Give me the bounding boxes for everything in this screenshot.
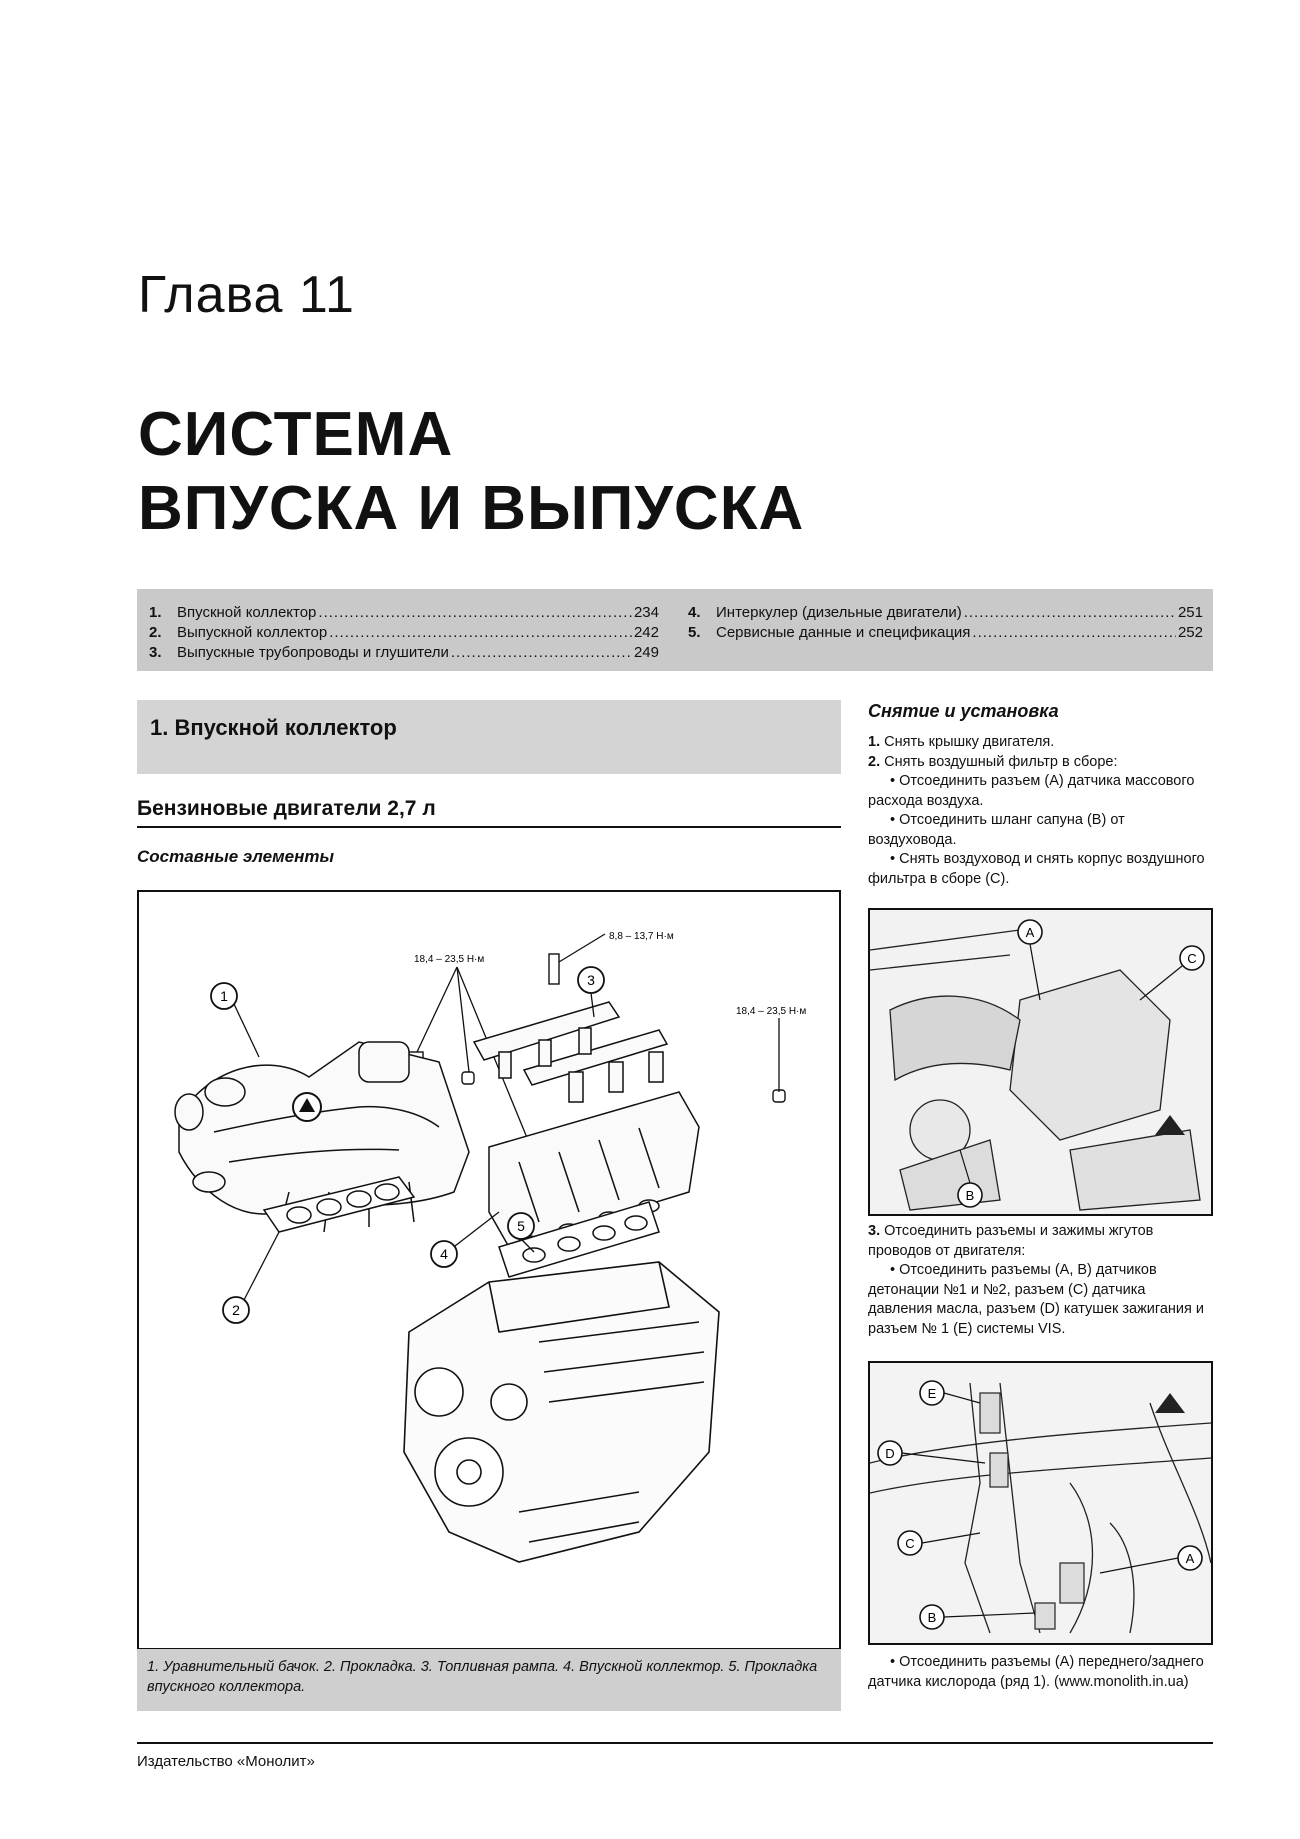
photo2-label-b: B xyxy=(927,1610,937,1625)
callout-5: 5 xyxy=(517,1218,525,1234)
step-4-block xyxy=(868,1653,1213,1692)
toc-leader xyxy=(964,603,1176,623)
toc-item-label: Интеркулер (дизельные двигатели) xyxy=(716,604,962,621)
subsection-rule xyxy=(137,826,841,828)
callout-2: 2 xyxy=(232,1302,240,1318)
step-4-bullet: • Отсоединить разъемы (А) переднего/заднего датчика кислорода (ряд 1). (www.monolith.in.ua) xyxy=(868,1654,1204,1690)
toc-item-page: 234 xyxy=(633,604,659,621)
photo2-label-c: C xyxy=(905,1536,915,1551)
photo2-label-e: E xyxy=(927,1386,937,1401)
components-heading: Составные элементы xyxy=(137,847,335,866)
exploded-view-figure xyxy=(137,890,841,1650)
toc-item-page: 242 xyxy=(633,624,659,641)
photo1-label-b: B xyxy=(965,1188,975,1203)
photo-wiring xyxy=(868,1361,1213,1645)
chapter-title-line-2: ВПУСКА И ВЫПУСКА xyxy=(138,474,805,543)
torque-label-1: 18,4 – 23,5 Н·м xyxy=(414,954,485,965)
photo1-label-c: C xyxy=(1187,951,1197,966)
table-of-contents xyxy=(137,589,1213,671)
toc-item-number: 2. xyxy=(149,624,162,641)
publisher-footer: Издательство «Монолит» xyxy=(137,1753,315,1770)
part-fuel-rail xyxy=(474,1002,667,1102)
torque-label-3: 18,4 – 23,5 Н·м xyxy=(736,1006,807,1017)
step-3-bullet: • Отсоединить разъемы (А, В) датчиков детонации №1 и №2, разъем (С) датчика давления масла, разъем (D) катушек зажигания и разъем № 1 (Е) системы VIS. xyxy=(868,1262,1205,1337)
step-number: 2. xyxy=(868,753,881,770)
footer-rule xyxy=(137,1742,1213,1744)
step-text: Снять крышку двигателя. xyxy=(884,734,1055,750)
toc-item-page: 252 xyxy=(1177,624,1203,641)
chapter-title-line-1: СИСТЕМА xyxy=(138,400,454,469)
toc-item-3[interactable] xyxy=(149,643,659,663)
toc-item-number: 1. xyxy=(149,604,162,621)
toc-item-label: Выпускные трубопроводы и глушители xyxy=(177,644,449,661)
toc-item-page: 249 xyxy=(633,644,659,661)
step-2 xyxy=(868,753,1213,773)
toc-item-number: 5. xyxy=(688,624,701,641)
section-heading: 1. Впускной коллектор xyxy=(150,715,397,740)
toc-column-left xyxy=(149,603,659,663)
photo-air-filter xyxy=(868,908,1213,1216)
photo2-label-a: A xyxy=(1185,1551,1195,1566)
chapter-label: Глава 11 xyxy=(138,266,355,324)
step-3 xyxy=(868,1222,1213,1261)
toc-leader xyxy=(318,603,632,623)
section-heading-box xyxy=(137,700,841,774)
toc-column-right xyxy=(688,603,1203,643)
toc-leader xyxy=(329,623,632,643)
toc-item-label: Впускной коллектор xyxy=(177,604,317,621)
exploded-view-drawing xyxy=(139,892,839,1648)
photo2-label-d: D xyxy=(885,1446,895,1461)
photo1-label-a: A xyxy=(1025,925,1035,940)
step-text: Отсоединить разъемы и зажимы жгутов проводов от двигателя: xyxy=(868,1223,1154,1259)
toc-item-label: Сервисные данные и спецификация xyxy=(716,624,971,641)
step-number: 3. xyxy=(868,1223,881,1239)
figure-caption: 1. Уравнительный бачок. 2. Прокладка. 3. Топливная рампа. 4. Впускной коллектор. 5. Прокладка впускного коллектора. xyxy=(137,1649,841,1711)
toc-item-page: 251 xyxy=(1177,604,1203,621)
toc-item-5[interactable] xyxy=(688,623,1203,643)
toc-leader xyxy=(451,643,632,663)
steps-1-2 xyxy=(868,733,1213,889)
toc-item-2[interactable] xyxy=(149,623,659,643)
photo-wiring-drawing xyxy=(870,1363,1211,1643)
removal-heading: Снятие и установка xyxy=(868,701,1059,721)
callout-3: 3 xyxy=(587,972,595,988)
step-number: 1. xyxy=(868,734,881,750)
toc-leader xyxy=(972,623,1176,643)
callout-1: 1 xyxy=(220,988,228,1004)
toc-item-label: Выпускной коллектор xyxy=(177,624,328,641)
photo-air-filter-drawing xyxy=(870,910,1211,1214)
torque-label-2: 8,8 – 13,7 Н·м xyxy=(609,931,674,942)
step-2-bullet-1: • Отсоединить разъем (А) датчика массового расхода воздуха. xyxy=(868,773,1195,809)
toc-item-number: 4. xyxy=(688,604,701,621)
step-3-block xyxy=(868,1222,1213,1339)
toc-item-number: 3. xyxy=(149,644,162,661)
callout-4: 4 xyxy=(440,1246,448,1262)
subsection-heading: Бензиновые двигатели 2,7 л xyxy=(137,797,436,820)
step-1 xyxy=(868,733,1213,753)
toc-item-4[interactable] xyxy=(688,603,1203,623)
engine-block xyxy=(404,1262,719,1562)
toc-item-1[interactable] xyxy=(149,603,659,623)
step-2-bullet-2: • Отсоединить шланг сапуна (В) от воздуховода. xyxy=(868,812,1125,848)
step-text: Снять воздушный фильтр в сборе: xyxy=(884,753,1118,770)
chapter-title xyxy=(138,398,804,546)
step-2-bullet-3: • Снять воздуховод и снять корпус воздушного фильтра в сборе (С). xyxy=(868,851,1205,887)
